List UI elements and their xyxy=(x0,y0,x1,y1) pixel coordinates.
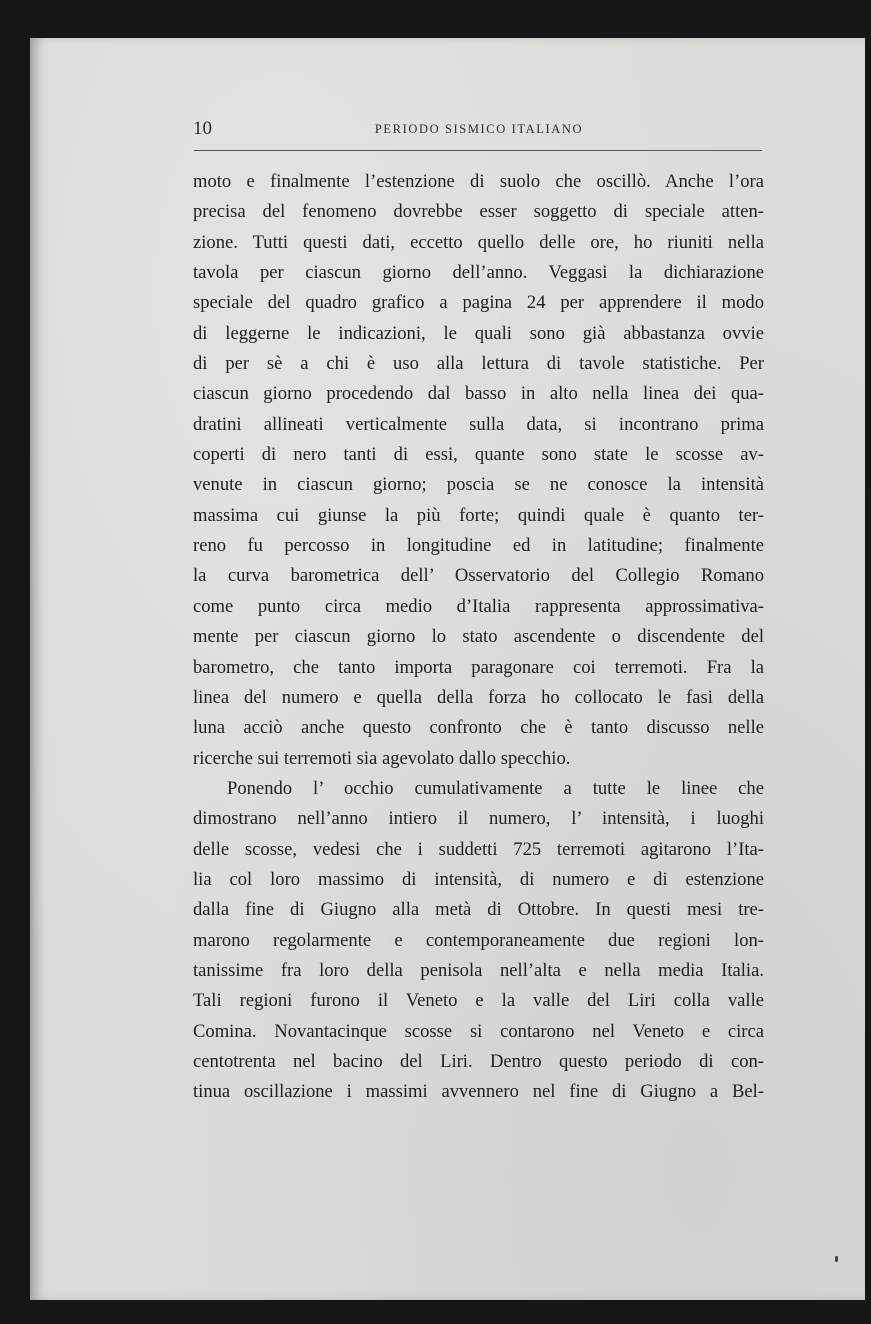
paragraph-2 xyxy=(193,774,764,1108)
text-line: luna acciò anche questo confronto che è tanto discusso nelle xyxy=(193,717,764,739)
text-line: Tali regioni furono il Veneto e la valle del Liri colla valle xyxy=(193,990,764,1012)
text-line: ciascun giorno procedendo dal basso in alto nella linea dei qua- xyxy=(193,383,764,405)
text-line: precisa del fenomeno dovrebbe esser soggetto di speciale atten- xyxy=(193,201,764,223)
text-line: moto e finalmente l’estenzione di suolo che oscillò. Anche l’ora xyxy=(193,171,764,192)
text-line: speciale del quadro grafico a pagina 24 per apprendere il modo xyxy=(193,292,764,314)
text-line: barometro, che tanto importa paragonare coi terremoti. Fra la xyxy=(193,656,764,678)
text-line: linea del numero e quella della forza ho collocato le fasi della xyxy=(193,686,764,708)
text-line: tanissime fra loro della penisola nell’alta e nella media Italia. xyxy=(193,959,764,981)
ink-speck xyxy=(835,1256,838,1262)
header-rule xyxy=(194,150,762,151)
body-text xyxy=(193,167,764,1108)
text-line: marono regolarmente e contemporaneamente due regioni lon- xyxy=(193,929,764,951)
text-line: dalla fine di Giugno alla metà di Ottobre. In questi mesi tre- xyxy=(193,899,764,921)
text-line: la curva barometrica dell’ Osservatorio del Collegio Romano xyxy=(193,565,764,587)
text-line: centotrenta nel bacino del Liri. Dentro questo periodo di con- xyxy=(193,1050,764,1072)
text-line: massima cui giunse la più forte; quindi quale è quanto ter- xyxy=(193,504,764,526)
text-line: zione. Tutti questi dati, eccetto quello delle ore, ho riuniti nella xyxy=(193,231,764,253)
running-title: PERIODO SISMICO ITALIANO xyxy=(374,122,584,136)
text-line: Ponendo l’ occhio cumulativamente a tutte le linee che xyxy=(227,777,764,799)
text-line: lia col loro massimo di intensità, di numero e di estenzione xyxy=(193,868,764,890)
text-line: tinua oscillazione i massimi avvennero nel fine di Giugno a Bel- xyxy=(193,1081,764,1103)
text-line: venute in ciascun giorno; poscia se ne conosce la intensità xyxy=(193,474,764,496)
text-line: di per sè a chi è uso alla lettura di tavole statistiche. Per xyxy=(193,353,764,375)
text-line: come punto circa medio d’Italia rappresenta approssimativa- xyxy=(193,595,764,617)
text-line: di leggerne le indicazioni, le quali sono già abbastanza ovvie xyxy=(193,322,764,344)
running-head xyxy=(193,118,765,144)
text-line: delle scosse, vedesi che i suddetti 725 terremoti agitarono l’Ita- xyxy=(193,838,764,860)
text-line: Comina. Novantacinque scosse si contarono nel Veneto e circa xyxy=(193,1020,764,1042)
text-line: coperti di nero tanti di essi, quante sono state le scosse av- xyxy=(193,444,764,466)
text-line: dratini allineati verticalmente sulla data, si incontrano prima xyxy=(193,413,764,435)
text-line: ricerche sui terremoti sia agevolato dallo specchio. xyxy=(193,747,571,769)
text-line: reno fu percosso in longitudine ed in latitudine; finalmente xyxy=(193,535,764,557)
text-line: tavola per ciascun giorno dell’anno. Veggasi la dichiarazione xyxy=(193,262,764,284)
page-number: 10 xyxy=(193,118,212,139)
text-line: dimostrano nell’anno intiero il numero, l’ intensità, i luoghi xyxy=(193,808,764,830)
text-line: mente per ciascun giorno lo stato ascendente o discendente del xyxy=(193,626,764,648)
paragraph-1 xyxy=(193,167,764,774)
